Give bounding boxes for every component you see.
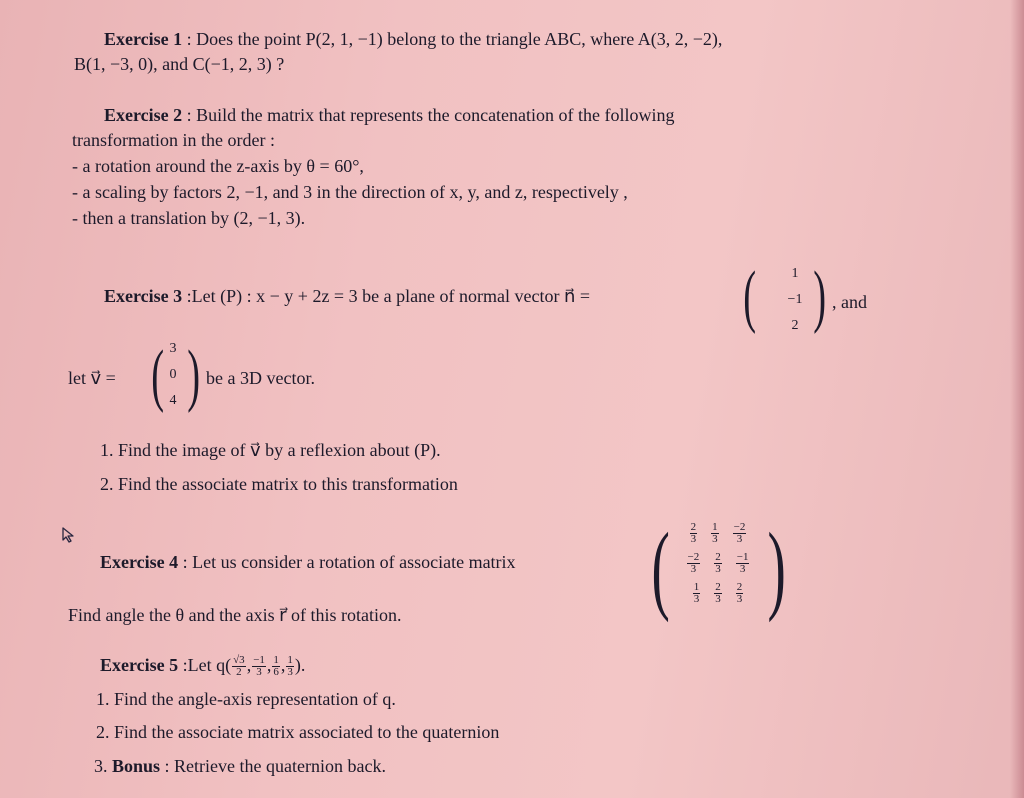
m23: $\frac{-1}{3}$ [736,551,749,575]
v-vector-right-paren: ) [187,337,201,414]
q-w: $\frac{√3}{2}$ [233,654,245,679]
exercise5-task1: 1. Find the angle-axis representation of q. [96,689,396,709]
m32: $\frac{2}{3}$ [715,581,721,605]
normal-vector-right-paren: ) [813,258,827,335]
exercise4-line2: Find angle the θ and the axis r⃗ of this rotation. [68,605,402,625]
rotation-matrix-row-3 [668,582,768,608]
m12: $\frac{1}{3}$ [712,521,718,545]
normal-vector-y: −1 [787,292,803,307]
exercise1-line1 [104,28,722,50]
exercise2-item-scaling: - a scaling by factors 2, −1, and 3 in the direction of x, y, and z, respectively , [72,182,628,202]
rotation-matrix-right-paren: ) [767,512,786,623]
exercise5-heading: Exercise 5 [100,655,179,675]
exercise2-line2: transformation in the order : [72,130,275,150]
exercise4-heading: Exercise 4 [100,552,179,572]
v-vector-left-paren: ( [151,337,165,414]
exercise3-line1 [104,285,590,307]
normal-vector-z: 2 [791,318,799,333]
m22: $\frac{2}{3}$ [715,551,721,575]
exercise3-text-line1: :Let (P) : x − y + 2z = 3 be a plane of normal vector n⃗ = [182,286,591,306]
exercise3-and: , and [832,292,867,312]
exercise5-suffix: ). [294,655,306,675]
exercise3-heading: Exercise 3 [104,286,183,306]
exercise2-item-translation: - then a translation by (2, −1, 3). [72,208,306,228]
m31: $\frac{1}{3}$ [693,581,700,605]
exercise3-task1: 1. Find the image of v⃗ by a reflexion about (P). [100,440,441,460]
exercise1-heading: Exercise 1 [104,29,183,49]
m13: $\frac{-2}{3}$ [733,521,746,545]
v-vector [162,340,184,410]
m21: $\frac{-2}{3}$ [687,551,700,575]
normal-vector [780,265,810,335]
exercise2-heading: Exercise 2 [104,105,183,125]
exercise4-line1 [100,551,516,573]
page-edge-shadow [1010,0,1024,798]
exercise5-line1: Exercise 5 :Let q( $\frac{√3}{2}$ , $\frac{-1}{3}$ , $\frac{1}{6}$ , $\frac{1}{3}$ ). [100,654,306,679]
exercise3-task2: 2. Find the associate matrix to this transformation [100,474,458,494]
q-y: $\frac{1}{6}$ [273,654,279,679]
exercise5-bonus [94,755,386,777]
q-x: $\frac{-1}{3}$ [253,654,265,679]
m11: $\frac{2}{3}$ [690,521,697,545]
v-vector-y: 0 [169,367,177,382]
v-vector-z: 4 [169,393,177,408]
exercise2-line1 [104,104,675,126]
exercise1-text-line1: : Does the point P(2, 1, −1) belong to the triangle ABC, where A(3, 2, −2), [182,29,723,49]
exercise4-text-line1: : Let us consider a rotation of associate matrix [178,552,516,572]
bonus-number: 3. [94,756,108,776]
mouse-pointer-icon [62,527,76,543]
exercise5-task2: 2. Find the associate matrix associated to the quaternion [96,722,500,742]
exercise2-item-rotation: - a rotation around the z-axis by θ = 60°, [72,156,364,176]
bonus-label: Bonus [112,756,161,776]
exercise2-text-line1: : Build the matrix that represents the concatenation of the following [182,105,675,125]
rotation-matrix [668,522,768,608]
exercise3-let-v: let v⃗ = [68,368,116,388]
bonus-text: : Retrieve the quaternion back. [160,756,386,776]
normal-vector-x: 1 [791,266,799,281]
rotation-matrix-row-2 [668,552,768,578]
rotation-matrix-left-paren: ( [651,512,670,623]
exercise5-prefix: :Let q( [178,655,232,675]
exercise1-line2: B(1, −3, 0), and C(−1, 2, 3) ? [74,54,285,74]
q-z: $\frac{1}{3}$ [287,654,293,679]
exercise3-line2: be a 3D vector. [206,368,315,388]
rotation-matrix-row-1 [668,522,768,548]
m33: $\frac{2}{3}$ [736,581,743,605]
normal-vector-left-paren: ( [743,258,757,335]
v-vector-x: 3 [169,341,177,356]
